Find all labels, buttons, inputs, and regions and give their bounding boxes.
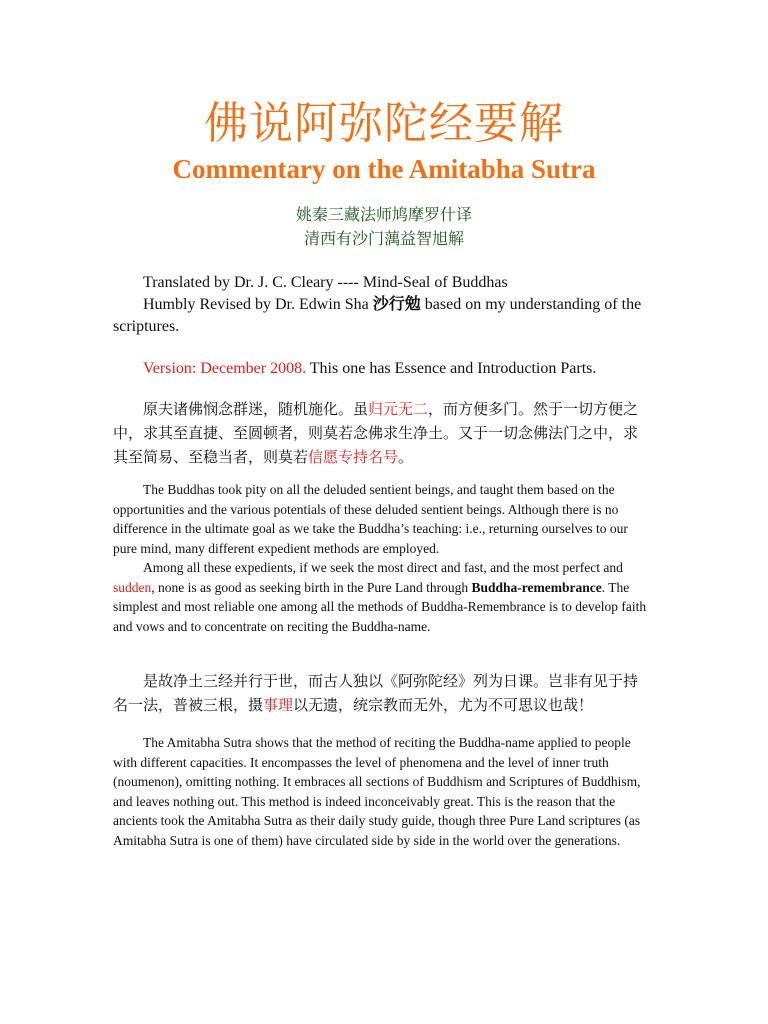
cn-para2-highlight: 事理 — [263, 698, 294, 714]
en-para2-bold: Buddha-remembrance — [471, 579, 602, 595]
credits-translated-line: Translated by Dr. J. C. Cleary ---- Mind-Seal of Buddhas — [143, 274, 508, 291]
english-paragraph-1: The Buddhas took pity on all the deluded sentient beings, and taught them based on the opportunities and the various potentials of these deluded sentient beings. Although there is no difference in the ultimate goal as we take the Buddha’s teaching: i.e., returning ourselves to our pure mind, many different expedient methods are employed. — [113, 482, 628, 556]
en-para2-text-a: Among all these expedients, if we seek the most direct and fast, and the most perfect and — [143, 560, 623, 575]
cn-para1-text-a: 原夫诸佛悯念群迷，随机施化。虽 — [143, 402, 369, 418]
chinese-paragraph-1 — [113, 398, 648, 470]
version-label: Version: December 2008. — [143, 360, 307, 377]
cn-para2-text-b: 以无遗，统宗教而无外，尤为不可思议也哉！ — [293, 698, 594, 714]
credits-revised-line — [113, 294, 648, 338]
chinese-paragraph-2 — [113, 670, 648, 718]
title-english: Commentary on the Amitabha Sutra — [172, 154, 596, 184]
credits-revised-cn-name: 沙行勉 — [372, 296, 421, 313]
english-paragraph-2 — [113, 558, 648, 636]
cn-para2-text-a: 是故净土三经并行于世，而古人独以《阿弥陀经》列为日课。岂非有见于持名一法，普被三根，摄 — [113, 674, 639, 714]
cn-para1-highlight-2: 信愿专持名号 — [308, 450, 399, 466]
version-note: This one has Essence and Introduction Parts. — [306, 360, 597, 377]
english-paragraph-group-1 — [113, 480, 648, 636]
version-line — [113, 358, 648, 380]
title-chinese: 佛说阿弥陀经要解 — [204, 99, 564, 148]
cn-para1-text-b: ，而方便多门。然于一切方便之中，求其至直捷、至圆顿者，则莫若念佛求生净土。又于一切念佛法门之中，求其至简易、至稳当者，则莫若 — [113, 402, 639, 466]
credits-block — [113, 272, 648, 338]
en-para2-text-c: . The simplest and most reliable one among all the methods of Buddha-Remembrance is to develop faith and vows and to concentrate on reciting the Buddha-name. — [113, 579, 647, 634]
en-para2-highlight: sudden — [113, 579, 152, 595]
en-para2-text-b: , none is as good as seeking birth in the Pure Land through — [151, 579, 472, 595]
subtitle-translator: 姚秦三藏法师鸠摩罗什译 — [295, 207, 472, 224]
credits-revised-post: based on my understanding of the scriptures. — [113, 296, 642, 335]
cn-para1-text-c: 。 — [398, 450, 414, 466]
english-paragraph-3: The Amitabha Sutra shows that the method of reciting the Buddha-name applied to people with different capacities. It encompasses the level of phenomena and the level of inner truth (noumenon), omitting nothing. It embraces all sections of Buddhism and Scriptures of Buddhism, and leaves nothing out. This method is indeed inconceivably great. This is the reason that the ancients took the Amitabha Sutra as their daily study guide, though three Pure Land scriptures (as Amitabha Sutra is one of them) have circulated side by side in the world over the generations. — [113, 735, 641, 848]
credits-revised-pre: Humbly Revised by Dr. Edwin Sha — [143, 296, 373, 313]
subtitle-commentator: 清西有沙门蕅益智旭解 — [303, 231, 464, 248]
cn-para1-highlight-1: 归元无二 — [368, 402, 429, 418]
english-paragraph-group-2 — [113, 733, 648, 850]
